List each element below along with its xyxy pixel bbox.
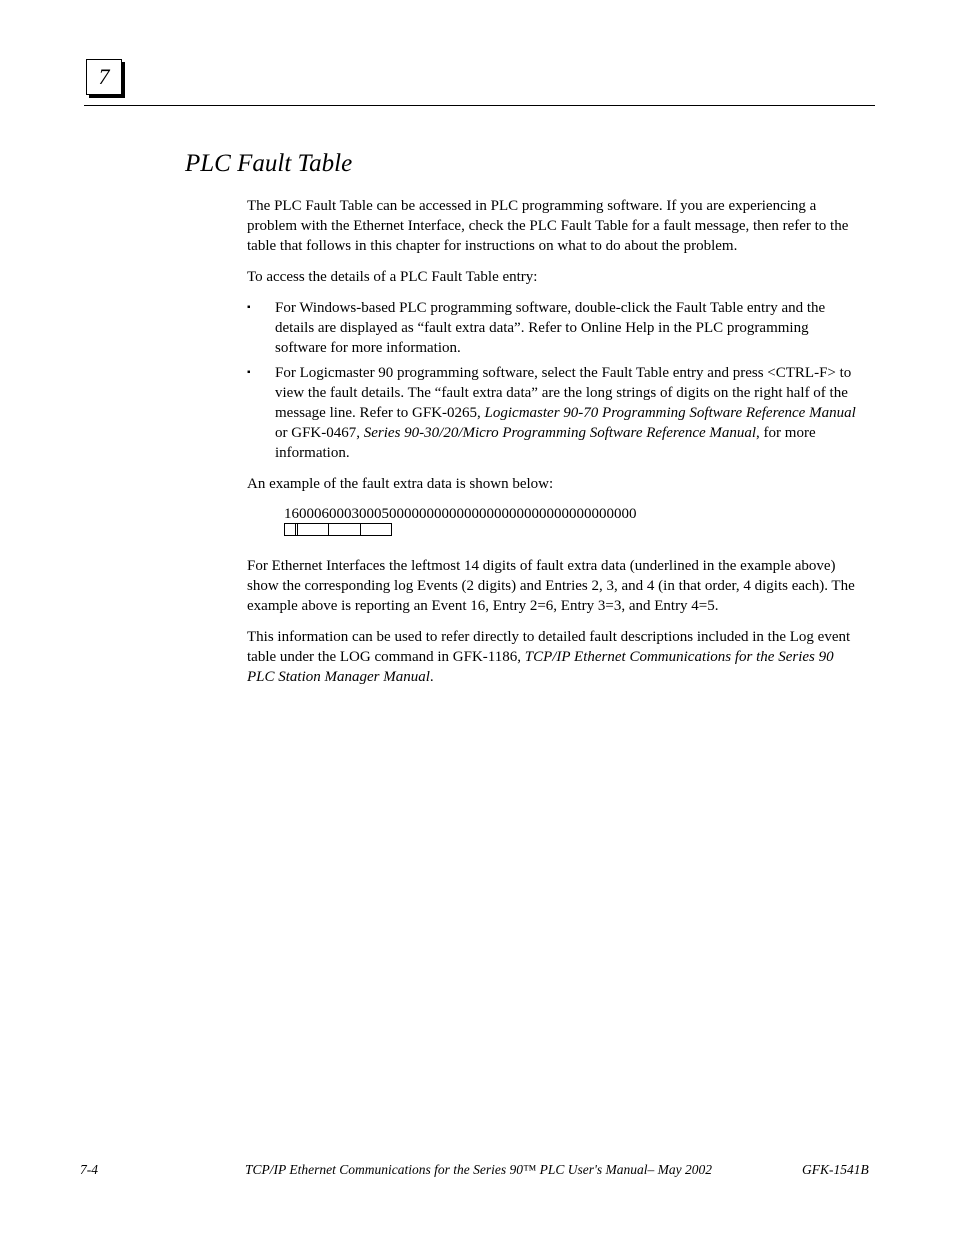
bullet-text: , for more information.: [275, 425, 816, 461]
footer-page-number: 7-4: [80, 1162, 98, 1177]
digit-group-divider: [295, 524, 296, 535]
bullet-mark: ▪: [247, 367, 251, 378]
section-title: PLC Fault Table: [185, 150, 353, 177]
digit-group-divider: [360, 524, 361, 535]
example-lead-paragraph: An example of the fault extra data is shown below:: [247, 476, 554, 492]
digit-group-divider: [328, 524, 329, 535]
fault-extra-data-example: [284, 505, 863, 536]
intro-paragraph: The PLC Fault Table can be accessed in PLC programming software. If you are experiencing a problem with the Ethernet Interface, check the PLC Fault Table for a fault message, then refer to the table that follows in this chapter for instructions on what to do about the problem.: [247, 198, 849, 254]
access-lead-paragraph: To access the details of a PLC Fault Table entry:: [247, 269, 538, 285]
digit-group-divider: [297, 524, 298, 535]
chapter-number-box: 7: [86, 59, 122, 95]
footer-doc-code: GFK-1541B: [802, 1162, 869, 1177]
explanation-paragraph: For Ethernet Interfaces the leftmost 14 digits of fault extra data (underlined in the example above) show the corresponding log Events (2 digits) and Entries 2, 3, and 4 (in that order, 4 digits each). The example above is reporting an Event 16, Entry 2=6, Entry 3=3, and Entry 4=5.: [247, 558, 855, 614]
reference-paragraph: [247, 627, 863, 687]
access-steps-list: [247, 298, 863, 463]
digit-group-underline: [284, 523, 392, 536]
bullet-text: or GFK-0467,: [275, 425, 364, 441]
reference-text: .: [429, 669, 434, 685]
manual-title-reference: TCP/IP Ethernet Communications for the Series 90 PLC Station Manager Manual: [247, 649, 834, 685]
bullet-mark: ▪: [247, 302, 251, 313]
fault-extra-data-digits: 16000600030005000000000000000000000000000000000: [284, 506, 637, 522]
footer-manual-title: TCP/IP Ethernet Communications for the Series 90™ PLC User's Manual– May 2002: [245, 1162, 712, 1177]
list-item: [247, 363, 863, 463]
section-body: [247, 196, 863, 698]
manual-title-reference: Logicmaster 90-70 Programming Software Reference Manual: [484, 405, 856, 421]
manual-title-reference: Series 90-30/20/Micro Programming Software Reference Manual: [363, 425, 757, 441]
bullet-text: For Windows-based PLC programming software, double-click the Fault Table entry and the details are displayed as “fault extra data”. Refer to Online Help in the PLC programming software for more information.: [275, 300, 826, 356]
reference-text: This information can be used to refer directly to detailed fault descriptions included in the Log event table under the LOG command in GFK-1186,: [247, 629, 851, 665]
header-rule: [84, 105, 875, 106]
list-item: [247, 298, 863, 358]
bullet-text: For Logicmaster 90 programming software, select the Fault Table entry and press <CTRL-F> to view the fault details. The “fault extra data” are the long strings of digits on the right half of the message line. Refer to GFK-0265,: [275, 365, 852, 421]
